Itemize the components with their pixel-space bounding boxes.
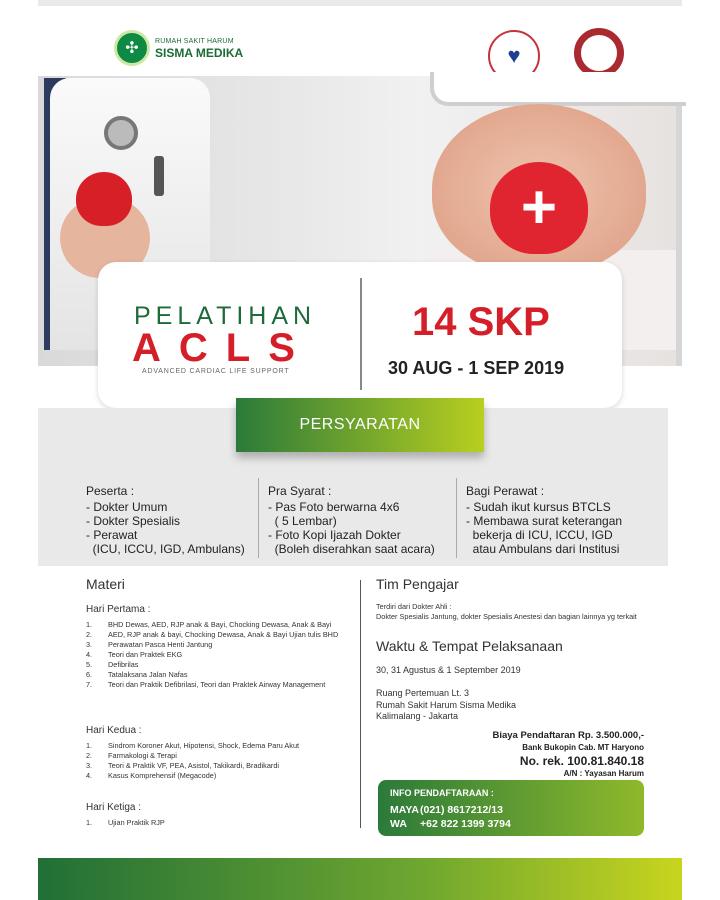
list-item [86,741,356,751]
kars-logo-icon [574,28,624,78]
peserta-line: - Dokter Umum [86,500,168,514]
contact-row [390,803,632,817]
item-text: Kasus Komprehensif (Megacode) [108,771,217,780]
top-strip [38,0,682,6]
registration-info-box [378,780,644,836]
account-number: No. rek. 100.81.840.18 [519,754,644,768]
day1-list [86,620,356,690]
hospital-name: SISMA MEDIKA [155,46,244,60]
event-date: 30 AUG - 1 SEP 2019 [388,358,565,378]
item-number: 1. [86,620,93,629]
list-item [86,670,356,680]
item-number: 4. [86,650,93,659]
waktu-date: 30, 31 Agustus & 1 September 2019 [376,665,521,675]
prasyarat-line: - Foto Kopi Ijazah Dokter [268,528,401,542]
peserta-line: - Perawat [86,528,138,542]
fee-info [400,730,644,778]
item-number: 2. [86,751,93,760]
item-text: BHD Dewas, AED, RJP anak & Bayi, Chocking Dewasa, Anak & Bayi [108,620,332,629]
item-text: Sindrom Koroner Akut, Hipotensi, Shock, Edema Paru Akut [108,741,300,750]
contact-row [390,817,632,831]
item-number: 5. [86,660,93,669]
requirements-divider [456,478,457,558]
day2-list [86,741,356,781]
tim-line1: Terdiri dari Dokter Ahli : [376,602,452,611]
fee-amount: Biaya Pendaftaran Rp. 3.500.000,- [492,730,644,741]
contact-value: (021) 8617212/13 [420,804,503,816]
tim-pengajar-desc [376,602,646,622]
item-text: Perawatan Pasca Henti Jantung [108,640,213,649]
peserta-line: - Dokter Spesialis [86,514,181,528]
item-number: 4. [86,771,93,780]
contact-label: WA [390,818,407,830]
registration-info-title: INFO PENDAFTARAAN : [390,788,494,798]
perawat-line: bekerja di ICU, ICCU, IGD [466,528,613,542]
heart-icon [76,172,132,226]
list-item [86,650,356,660]
skp-credits: 14 SKP [412,300,550,344]
item-text: AED, RJP anak & bayi, Chocking Dewasa, Anak & Bayi Ujian tulis BHD [108,630,339,639]
prasyarat-heading: Pra Syarat : [268,484,332,498]
account-holder: A/N : Yayasan Harum [563,769,644,778]
prasyarat-line: (Boleh diserahkan saat acara) [268,542,435,556]
list-item [86,751,356,761]
materi-title: Materi [86,576,125,592]
item-text: Teori & Praktik VF, PEA, Asistol, Takikardi, Bradikardi [108,761,279,770]
perawat-line: atau Ambulans dari Institusi [466,542,620,556]
card-divider [360,278,362,390]
contact-label: MAYA [390,804,419,816]
peserta-line: (ICU, ICCU, IGD, Ambulans) [86,542,245,556]
item-number: 1. [86,741,93,750]
item-text: Ujian Praktik RJP [108,818,165,827]
item-text: Teori dan Praktek EKG [108,650,183,659]
venue-line: Kalimalang - Jakarta [376,711,459,721]
requirements-banner: PERSYARATAN [236,398,484,452]
stethoscope-icon [104,116,138,150]
list-item [86,680,356,690]
perawat-line: - Sudah ikut kursus BTCLS [466,500,611,514]
list-item [86,640,356,650]
hospital-logo-icon: ✣ [114,30,150,66]
perawat-heading: Bagi Perawat : [466,484,545,498]
item-text: Farmakologi & Terapi [108,751,177,760]
item-number: 1. [86,818,93,827]
day1-label: Hari Pertama : [86,604,151,615]
item-number: 7. [86,680,93,689]
list-item [86,818,356,828]
tim-pengajar-title: Tim Pengajar [376,576,459,592]
event-type: PELATIHAN [134,302,317,330]
section-divider [360,580,361,828]
day2-label: Hari Kedua : [86,725,142,736]
prasyarat-line: - Pas Foto berwarna 4x6 [268,500,400,514]
item-number: 3. [86,640,93,649]
venue-line: Rumah Sakit Harum Sisma Medika [376,699,517,710]
list-item [86,630,356,640]
perawat-line: - Membawa surat keterangan [466,514,623,528]
item-text: Defibrilas [108,660,139,669]
list-item [86,660,356,670]
item-text: Teori dan Praktik Defibrilasi, Teori dan Praktek Airway Management [108,680,326,689]
day3-label: Hari Ketiga : [86,802,142,813]
pen-icon [154,156,164,196]
bank-name: Bank Bukopin Cab. MT Haryono [522,743,644,752]
requirements-prasyarat [268,484,435,556]
hospital-small-name: RUMAH SAKIT HARUM [155,38,234,45]
hero-notch [430,72,686,106]
heart-cross-icon: + [490,162,588,254]
requirements-divider [258,478,259,558]
day3-list [86,818,356,828]
list-item [86,620,356,630]
event-subtitle: ADVANCED CARDIAC LIFE SUPPORT [142,368,290,375]
contact-value: +62 822 1399 3794 [420,818,511,830]
item-number: 2. [86,630,93,639]
list-item [86,761,356,771]
event-title: ACLS [132,326,313,370]
tim-line2: Dokter Spesialis Jantung, dokter Spesialis Anestesi dan bagian lainnya yg terkait [376,612,637,621]
prasyarat-line: ( 5 Lembar) [268,514,337,528]
perki-logo-icon: ♥ [488,30,540,82]
venue [376,688,516,723]
item-number: 6. [86,670,93,679]
peserta-heading: Peserta : [86,484,135,498]
item-text: Tatalaksana Jalan Nafas [108,670,188,679]
requirements-peserta [86,484,245,556]
list-item [86,771,356,781]
requirements-perawat [466,484,622,556]
venue-line: Ruang Pertemuan Lt. 3 [376,688,470,698]
footer-bar [38,858,682,900]
item-number: 3. [86,761,93,770]
waktu-title: Waktu & Tempat Pelaksanaan [376,638,563,654]
